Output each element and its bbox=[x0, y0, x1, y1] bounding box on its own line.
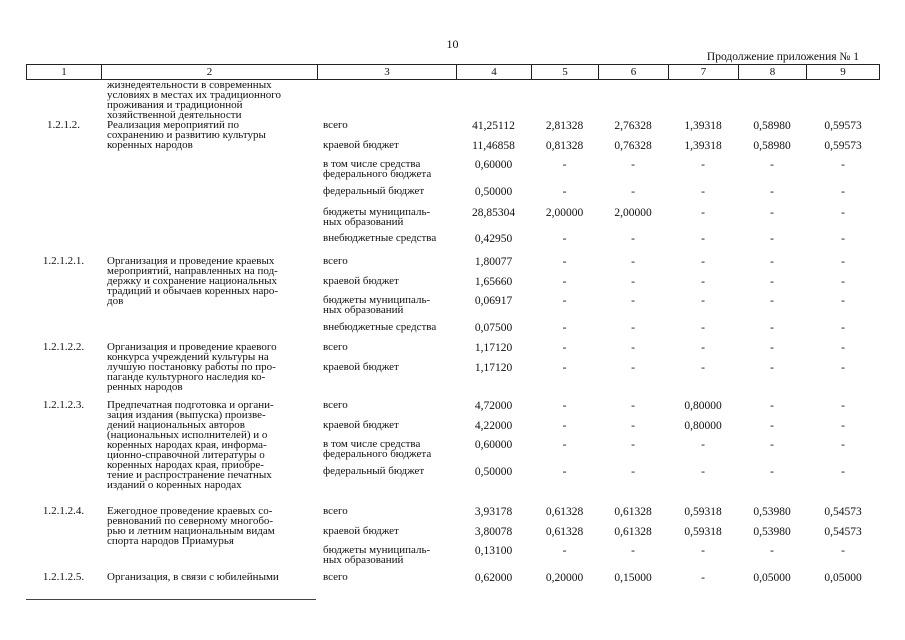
value-cell: - bbox=[701, 295, 705, 307]
section-code: 1.2.1.2.2. bbox=[42, 341, 85, 353]
value-cell: - bbox=[770, 466, 774, 478]
value-cell: - bbox=[631, 159, 635, 171]
value-cell: - bbox=[562, 439, 567, 451]
section-code: 1.2.1.2. bbox=[47, 119, 80, 131]
value-cell: 0,80000 bbox=[684, 420, 722, 432]
value-cell: - bbox=[770, 400, 774, 412]
header-col-2: 2 bbox=[101, 65, 317, 79]
value-cell: - bbox=[701, 159, 705, 171]
funding-source: краевой бюджет bbox=[323, 275, 399, 287]
funding-source: внебюджетные средства bbox=[323, 232, 437, 244]
value-cell: 0,61328 bbox=[545, 506, 584, 518]
value-cell: - bbox=[701, 362, 705, 374]
value-cell: - bbox=[631, 256, 635, 268]
value-cell: - bbox=[701, 439, 705, 451]
value-cell: 0,76328 bbox=[614, 140, 652, 152]
bottom-rule bbox=[26, 599, 316, 600]
value-cell: - bbox=[770, 233, 774, 245]
value-cell: 2,00000 bbox=[545, 207, 584, 219]
value-cell: - bbox=[770, 256, 774, 268]
header-col-3: 3 bbox=[317, 65, 456, 79]
funding-source: всего bbox=[323, 341, 348, 353]
value-cell: 1,17120 bbox=[474, 362, 513, 374]
value-cell: 1,65660 bbox=[474, 276, 513, 288]
value-cell: 3,80078 bbox=[474, 526, 513, 538]
section-name: жизнедеятельности в современных условиях в местах их традиционного проживания и традиционной хозяйственной деятельности bbox=[107, 79, 282, 121]
value-cell: - bbox=[701, 545, 705, 557]
value-cell: 0,54573 bbox=[824, 526, 862, 538]
section-name: Ежегодное проведение краевых со- ревнований по северному многобо- рью и летним национальным видам спорта народов Приамурья bbox=[107, 505, 275, 547]
value-cell: - bbox=[701, 322, 705, 334]
value-cell: - bbox=[841, 466, 845, 478]
value-cell: - bbox=[631, 420, 635, 432]
value-cell: - bbox=[631, 466, 635, 478]
funding-source: в том числе средства федерального бюджета bbox=[323, 158, 432, 180]
section-name: Организация и проведение краевого конкурса учреждений культуры на лучшую постановку работы по про- паганде культурного наследия ко- ренных народов bbox=[107, 341, 277, 393]
value-cell: - bbox=[562, 545, 567, 557]
value-cell: - bbox=[841, 233, 845, 245]
funding-source: всего bbox=[323, 255, 348, 267]
value-cell: - bbox=[631, 295, 635, 307]
value-cell: 0,53980 bbox=[753, 526, 791, 538]
value-cell: - bbox=[701, 256, 705, 268]
value-cell: 0,81328 bbox=[545, 140, 584, 152]
value-cell: - bbox=[841, 186, 845, 198]
funding-source: федеральный бюджет bbox=[323, 185, 425, 197]
value-cell: - bbox=[562, 256, 567, 268]
value-cell: 0,05000 bbox=[824, 572, 862, 584]
value-cell: - bbox=[631, 322, 635, 334]
section-code: 1.2.1.2.1. bbox=[42, 255, 85, 267]
value-cell: - bbox=[562, 295, 567, 307]
value-cell: - bbox=[701, 186, 705, 198]
header-col-7: 7 bbox=[668, 65, 738, 79]
value-cell: - bbox=[841, 400, 845, 412]
value-cell: - bbox=[770, 545, 774, 557]
value-cell: - bbox=[631, 439, 635, 451]
value-cell: 0,60000 bbox=[474, 159, 513, 171]
value-cell: - bbox=[841, 256, 845, 268]
header-col-5: 5 bbox=[531, 65, 598, 79]
value-cell: 41,25112 bbox=[472, 120, 515, 132]
value-cell: - bbox=[701, 276, 705, 288]
value-cell: 0,42950 bbox=[474, 233, 513, 245]
value-cell: 1,39318 bbox=[684, 120, 722, 132]
value-cell: 0,05000 bbox=[753, 572, 791, 584]
value-cell: 4,72000 bbox=[474, 400, 513, 412]
value-cell: 0,13100 bbox=[474, 545, 513, 557]
value-cell: 2,00000 bbox=[614, 207, 652, 219]
header-col-9: 9 bbox=[806, 65, 880, 79]
value-cell: 0,61328 bbox=[614, 526, 652, 538]
funding-source: бюджеты муниципаль- ных образований bbox=[323, 294, 431, 316]
value-cell: 0,80000 bbox=[684, 400, 722, 412]
value-cell: - bbox=[562, 159, 567, 171]
value-cell: - bbox=[841, 439, 845, 451]
value-cell: - bbox=[770, 159, 774, 171]
funding-source: внебюджетные средства bbox=[323, 321, 437, 333]
value-cell: 1,17120 bbox=[474, 342, 513, 354]
value-cell: - bbox=[841, 322, 845, 334]
value-cell: - bbox=[701, 466, 705, 478]
funding-source: бюджеты муниципаль- ных образований bbox=[323, 206, 431, 228]
funding-source: краевой бюджет bbox=[323, 139, 399, 151]
section-code: 1.2.1.2.5. bbox=[42, 571, 85, 583]
value-cell: 0,20000 bbox=[545, 572, 584, 584]
value-cell: - bbox=[770, 322, 774, 334]
value-cell: - bbox=[770, 186, 774, 198]
section-code: 1.2.1.2.4. bbox=[42, 505, 85, 517]
value-cell: - bbox=[631, 342, 635, 354]
table-header bbox=[26, 64, 880, 80]
value-cell: - bbox=[770, 420, 774, 432]
section-name: Организация и проведение краевых мероприятий, направленных на под- держку и сохранение национальных традиций и обычаев коренных наро- дов bbox=[107, 255, 279, 307]
value-cell: 2,76328 bbox=[614, 120, 652, 132]
continuation-label: Продолжение приложения № 1 bbox=[706, 51, 859, 63]
value-cell: - bbox=[631, 233, 635, 245]
value-cell: - bbox=[841, 420, 845, 432]
funding-source: в том числе средства федерального бюджета bbox=[323, 438, 432, 460]
funding-source: бюджеты муниципаль- ных образований bbox=[323, 544, 431, 566]
value-cell: 0,54573 bbox=[824, 506, 862, 518]
value-cell: - bbox=[841, 207, 845, 219]
value-cell: - bbox=[701, 342, 705, 354]
value-cell: 0,61328 bbox=[545, 526, 584, 538]
funding-source: краевой бюджет bbox=[323, 525, 399, 537]
value-cell: 28,85304 bbox=[471, 207, 516, 219]
value-cell: - bbox=[562, 466, 567, 478]
value-cell: 0,61328 bbox=[614, 506, 652, 518]
value-cell: - bbox=[562, 342, 567, 354]
funding-source: краевой бюджет bbox=[323, 361, 399, 373]
value-cell: 11,46858 bbox=[472, 140, 515, 152]
value-cell: 0,50000 bbox=[474, 466, 513, 478]
value-cell: 0,07500 bbox=[474, 322, 513, 334]
value-cell: 1,80077 bbox=[474, 256, 513, 268]
value-cell: 0,15000 bbox=[614, 572, 652, 584]
value-cell: 0,62000 bbox=[474, 572, 513, 584]
value-cell: 0,59318 bbox=[684, 506, 722, 518]
value-cell: 0,60000 bbox=[474, 439, 513, 451]
funding-source: федеральный бюджет bbox=[323, 465, 425, 477]
header-col-4: 4 bbox=[456, 65, 531, 79]
value-cell: 0,50000 bbox=[474, 186, 513, 198]
value-cell: - bbox=[841, 159, 845, 171]
value-cell: - bbox=[701, 572, 705, 584]
value-cell: 3,93178 bbox=[474, 506, 513, 518]
value-cell: - bbox=[631, 186, 635, 198]
value-cell: - bbox=[631, 276, 635, 288]
funding-source: всего bbox=[323, 399, 348, 411]
section-name: Организация, в связи с юбилейными bbox=[107, 571, 279, 583]
section-name: Предпечатная подготовка и органи- зация издания (выпуска) произве- дений национальных авторов (национальных исполнителей) и о коренных народах края, информа- ционно-справочной литературы о коренных народах края, приобре- тение и распространение печатных изданий о коренных народах bbox=[107, 399, 274, 491]
header-col-8: 8 bbox=[738, 65, 806, 79]
value-cell: - bbox=[631, 545, 635, 557]
funding-source: краевой бюджет bbox=[323, 419, 399, 431]
value-cell: - bbox=[631, 400, 635, 412]
value-cell: - bbox=[841, 545, 845, 557]
value-cell: - bbox=[562, 420, 567, 432]
header-col-6: 6 bbox=[598, 65, 668, 79]
value-cell: - bbox=[770, 342, 774, 354]
value-cell: - bbox=[841, 362, 845, 374]
value-cell: - bbox=[770, 295, 774, 307]
value-cell: 1,39318 bbox=[684, 140, 722, 152]
value-cell: - bbox=[562, 322, 567, 334]
page-number: 10 bbox=[446, 37, 459, 51]
header-col-1: 1 bbox=[26, 65, 101, 79]
section-name: Реализация мероприятий по сохранению и развитию культуры коренных народов bbox=[107, 119, 266, 151]
value-cell: - bbox=[631, 362, 635, 374]
value-cell: - bbox=[562, 186, 567, 198]
funding-source: всего bbox=[323, 571, 348, 583]
value-cell: 0,06917 bbox=[474, 295, 513, 307]
value-cell: 2,81328 bbox=[545, 120, 584, 132]
value-cell: 0,59573 bbox=[824, 140, 862, 152]
value-cell: 0,53980 bbox=[753, 506, 791, 518]
funding-source: всего bbox=[323, 505, 348, 517]
value-cell: 0,59318 bbox=[684, 526, 722, 538]
value-cell: - bbox=[841, 295, 845, 307]
value-cell: - bbox=[770, 276, 774, 288]
value-cell: - bbox=[562, 400, 567, 412]
value-cell: 0,58980 bbox=[753, 120, 791, 132]
value-cell: 4,22000 bbox=[474, 420, 513, 432]
value-cell: - bbox=[770, 207, 774, 219]
value-cell: - bbox=[562, 362, 567, 374]
value-cell: - bbox=[562, 276, 567, 288]
value-cell: 0,58980 bbox=[753, 140, 791, 152]
value-cell: - bbox=[562, 233, 567, 245]
value-cell: - bbox=[701, 233, 705, 245]
value-cell: - bbox=[770, 439, 774, 451]
value-cell: - bbox=[770, 362, 774, 374]
funding-source: всего bbox=[323, 119, 348, 131]
value-cell: - bbox=[841, 342, 845, 354]
value-cell: - bbox=[841, 276, 845, 288]
section-code: 1.2.1.2.3. bbox=[42, 399, 85, 411]
value-cell: - bbox=[701, 207, 705, 219]
value-cell: 0,59573 bbox=[824, 120, 862, 132]
